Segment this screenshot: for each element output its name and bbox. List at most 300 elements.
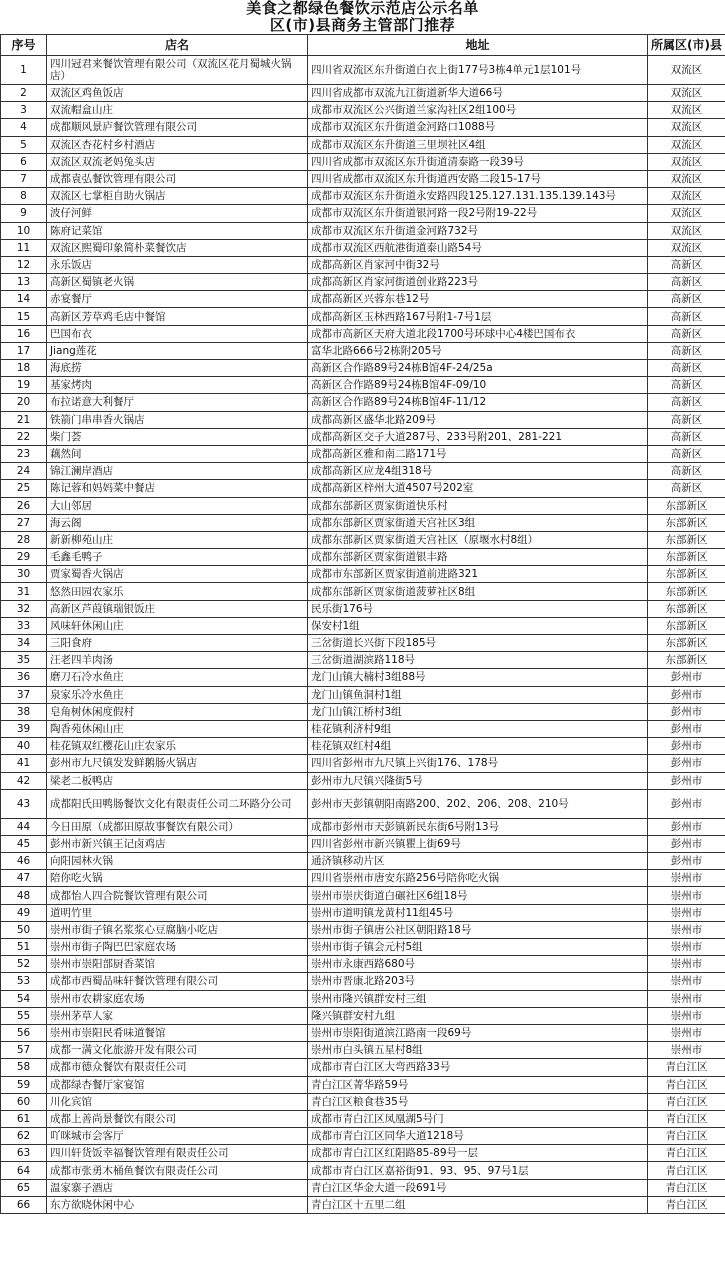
table-row	[1, 904, 725, 921]
cell-index: 43	[1, 789, 47, 818]
cell-address: 成都东部新区贾家街道银丰路	[308, 549, 648, 566]
cell-store-name: 皂角树休闲度假村	[47, 703, 308, 720]
cell-address: 成都高新区肖家河街道创业路223号	[308, 274, 648, 291]
table-row	[1, 703, 725, 720]
cell-district: 东部新区	[648, 652, 725, 669]
cell-index: 37	[1, 686, 47, 703]
header-store-name: 店名	[47, 35, 308, 56]
table-row	[1, 222, 725, 239]
cell-district: 双流区	[648, 119, 725, 136]
cell-address: 成都东部新区贾家街道天宫社区（原堰水村8组）	[308, 531, 648, 548]
cell-store-name: 柴门荟	[47, 428, 308, 445]
cell-address: 高新区合作路89号24栋B馆4F-11/12	[308, 394, 648, 411]
table-row	[1, 990, 725, 1007]
cell-district: 彭州市	[648, 835, 725, 852]
cell-address: 成都市青白江区红阳路85-89号一层	[308, 1145, 648, 1162]
cell-index: 38	[1, 703, 47, 720]
cell-store-name: 崇州市崇阳民肴味道餐馆	[47, 1024, 308, 1041]
cell-index: 17	[1, 342, 47, 359]
cell-address: 成都东部新区贾家街道天宫社区3组	[308, 514, 648, 531]
cell-district: 双流区	[648, 153, 725, 170]
cell-address: 成都市东部新区贾家街道前进路321	[308, 566, 648, 583]
cell-store-name: 双流区七掌柜自助火锅店	[47, 188, 308, 205]
cell-store-name: 东方欲晓休闲中心	[47, 1196, 308, 1213]
cell-index: 4	[1, 119, 47, 136]
cell-address: 龙门山镇江桥村3组	[308, 703, 648, 720]
cell-index: 21	[1, 411, 47, 428]
cell-store-name: 悠然田园农家乐	[47, 583, 308, 600]
cell-index: 60	[1, 1093, 47, 1110]
table-row	[1, 56, 725, 85]
cell-store-name: 磨刀石冷水鱼庄	[47, 669, 308, 686]
cell-store-name: 双流区熙蜀印象简朴菜餐饮店	[47, 239, 308, 256]
table-row	[1, 102, 725, 119]
cell-address: 四川省成都市双流区东升街道西安路二段15-17号	[308, 170, 648, 187]
cell-store-name: 陶香苑休闲山庄	[47, 720, 308, 737]
cell-address: 崇州市隆兴镇群安村三组	[308, 990, 648, 1007]
table-row	[1, 1093, 725, 1110]
cell-district: 青白江区	[648, 1179, 725, 1196]
cell-index: 27	[1, 514, 47, 531]
cell-index: 28	[1, 531, 47, 548]
cell-address: 崇州市晋康北路203号	[308, 973, 648, 990]
cell-index: 41	[1, 755, 47, 772]
cell-index: 47	[1, 870, 47, 887]
cell-store-name: 永乐饭店	[47, 256, 308, 273]
table-row	[1, 635, 725, 652]
cell-address: 四川省彭州市九尺镇上兴街176、178号	[308, 755, 648, 772]
cell-district: 崇州市	[648, 990, 725, 1007]
cell-index: 14	[1, 291, 47, 308]
table-row	[1, 274, 725, 291]
cell-address: 四川省成都市双流九江街道新华大道66号	[308, 85, 648, 102]
cell-store-name: 锦江澜岸酒店	[47, 463, 308, 480]
cell-district: 东部新区	[648, 566, 725, 583]
cell-district: 青白江区	[648, 1076, 725, 1093]
cell-district: 彭州市	[648, 703, 725, 720]
cell-store-name: 藕然间	[47, 445, 308, 462]
table-row	[1, 239, 725, 256]
table-row	[1, 617, 725, 634]
cell-store-name: 双流区杏花村乡村酒店	[47, 136, 308, 153]
cell-address: 成都市双流区东升街道金河路口1088号	[308, 119, 648, 136]
cell-district: 东部新区	[648, 583, 725, 600]
cell-store-name: 四川轩货饭幸福餐饮管理有限责任公司	[47, 1145, 308, 1162]
cell-store-name: 成都阳氏田鸭肠餐饮文化有限责任公司二环路分公司	[47, 789, 308, 818]
cell-index: 59	[1, 1076, 47, 1093]
cell-index: 31	[1, 583, 47, 600]
cell-store-name: 新新柳苑山庄	[47, 531, 308, 548]
cell-index: 13	[1, 274, 47, 291]
cell-address: 成都市双流区西航港街道泰山路54号	[308, 239, 648, 256]
cell-index: 20	[1, 394, 47, 411]
cell-address: 龙门山镇大楠村3组88号	[308, 669, 648, 686]
cell-index: 18	[1, 360, 47, 377]
cell-district: 高新区	[648, 256, 725, 273]
table-row	[1, 720, 725, 737]
cell-address: 成都市青白江区同华大道1218号	[308, 1128, 648, 1145]
table-row	[1, 1128, 725, 1145]
table-row	[1, 772, 725, 789]
cell-index: 65	[1, 1179, 47, 1196]
cell-address: 成都东部新区贾家街道快乐村	[308, 497, 648, 514]
cell-address: 桂花镇利济村9组	[308, 720, 648, 737]
cell-district: 双流区	[648, 222, 725, 239]
table-row	[1, 153, 725, 170]
table-row	[1, 531, 725, 548]
cell-district: 高新区	[648, 325, 725, 342]
cell-store-name: 彭州市九尺镇发发鲜鹅肠火锅店	[47, 755, 308, 772]
cell-index: 40	[1, 738, 47, 755]
cell-address: 崇州市永康西路680号	[308, 956, 648, 973]
table-row	[1, 1024, 725, 1041]
cell-index: 7	[1, 170, 47, 187]
table-row	[1, 549, 725, 566]
cell-index: 39	[1, 720, 47, 737]
cell-store-name: 海底捞	[47, 360, 308, 377]
table-row	[1, 652, 725, 669]
cell-store-name: 三阳食府	[47, 635, 308, 652]
cell-district: 青白江区	[648, 1162, 725, 1179]
cell-address: 青白江区菁华路59号	[308, 1076, 648, 1093]
cell-index: 51	[1, 939, 47, 956]
cell-address: 四川省成都市双流区东升街道清泰路一段39号	[308, 153, 648, 170]
cell-store-name: 彭州市新兴镇王记卤鸡店	[47, 835, 308, 852]
table-row	[1, 342, 725, 359]
cell-district: 高新区	[648, 480, 725, 497]
table-row	[1, 973, 725, 990]
cell-index: 52	[1, 956, 47, 973]
cell-store-name: 大山邻居	[47, 497, 308, 514]
cell-district: 高新区	[648, 463, 725, 480]
cell-index: 30	[1, 566, 47, 583]
cell-store-name: 基家烤肉	[47, 377, 308, 394]
cell-store-name: 道明竹里	[47, 904, 308, 921]
cell-index: 19	[1, 377, 47, 394]
cell-index: 55	[1, 1007, 47, 1024]
cell-district: 高新区	[648, 394, 725, 411]
cell-district: 崇州市	[648, 939, 725, 956]
cell-district: 双流区	[648, 170, 725, 187]
cell-district: 东部新区	[648, 600, 725, 617]
cell-district: 高新区	[648, 291, 725, 308]
cell-address: 成都市双流区东升街道永安路四段125.127.131.135.139.143号	[308, 188, 648, 205]
cell-district: 高新区	[648, 274, 725, 291]
cell-address: 崇州市街子镇会元村5组	[308, 939, 648, 956]
table-row	[1, 360, 725, 377]
table-row	[1, 445, 725, 462]
cell-store-name: 布拉诺意大利餐厅	[47, 394, 308, 411]
cell-index: 62	[1, 1128, 47, 1145]
cell-district: 青白江区	[648, 1128, 725, 1145]
table-row	[1, 887, 725, 904]
cell-store-name: 崇州茅草人家	[47, 1007, 308, 1024]
cell-address: 成都东部新区贾家街道菠萝社区8组	[308, 583, 648, 600]
cell-index: 54	[1, 990, 47, 1007]
cell-index: 23	[1, 445, 47, 462]
cell-district: 双流区	[648, 85, 725, 102]
cell-store-name: 成都一满文化旅游开发有限公司	[47, 1042, 308, 1059]
cell-address: 成都高新区盛华北路209号	[308, 411, 648, 428]
cell-district: 彭州市	[648, 686, 725, 703]
cell-store-name: 陪你吃火锅	[47, 870, 308, 887]
table-row	[1, 170, 725, 187]
cell-store-name: 成都怡人四合院餐饮管理有限公司	[47, 887, 308, 904]
cell-district: 东部新区	[648, 514, 725, 531]
table-row	[1, 755, 725, 772]
cell-index: 63	[1, 1145, 47, 1162]
cell-index: 66	[1, 1196, 47, 1213]
cell-store-name: 陈府记菜馆	[47, 222, 308, 239]
cell-address: 青白江区华金大道一段691号	[308, 1179, 648, 1196]
cell-address: 成都高新区兴蓉东巷12号	[308, 291, 648, 308]
cell-district: 双流区	[648, 102, 725, 119]
cell-store-name: 今日田原（成都田原故事餐饮有限公司）	[47, 818, 308, 835]
table-row	[1, 188, 725, 205]
table-header-row	[1, 35, 725, 56]
table-row	[1, 308, 725, 325]
table-row	[1, 921, 725, 938]
cell-index: 57	[1, 1042, 47, 1059]
cell-index: 35	[1, 652, 47, 669]
cell-address: 民乐街176号	[308, 600, 648, 617]
cell-store-name: 梁老二板鸭店	[47, 772, 308, 789]
cell-district: 东部新区	[648, 617, 725, 634]
cell-district: 高新区	[648, 377, 725, 394]
cell-district: 崇州市	[648, 1042, 725, 1059]
cell-address: 成都市青白江区嘉裕街91、93、95、97号1层	[308, 1162, 648, 1179]
cell-address: 四川省双流区东升街道白衣上街177号3栋4单元1层101号	[308, 56, 648, 85]
cell-district: 青白江区	[648, 1059, 725, 1076]
cell-district: 崇州市	[648, 956, 725, 973]
cell-district: 东部新区	[648, 531, 725, 548]
table-row	[1, 428, 725, 445]
cell-index: 1	[1, 56, 47, 85]
cell-store-name: 成都绿杏餐厅家宴馆	[47, 1076, 308, 1093]
cell-address: 通济镇移动片区	[308, 853, 648, 870]
cell-store-name: 巴国布衣	[47, 325, 308, 342]
table-body	[1, 56, 725, 1214]
cell-address: 崇州市崇庆街道白碾社区6组18号	[308, 887, 648, 904]
cell-district: 青白江区	[648, 1110, 725, 1127]
cell-address: 三岔街道湖滨路118号	[308, 652, 648, 669]
cell-address: 成都高新区应龙4组318号	[308, 463, 648, 480]
table-row	[1, 853, 725, 870]
cell-index: 26	[1, 497, 47, 514]
cell-address: 成都市青白江区大弯西路33号	[308, 1059, 648, 1076]
cell-index: 8	[1, 188, 47, 205]
cell-store-name: 成都袁弘餐饮管理有限公司	[47, 170, 308, 187]
cell-address: 崇州市白头镇五星村8组	[308, 1042, 648, 1059]
table-row	[1, 394, 725, 411]
header-district: 所属区(市)县	[648, 35, 725, 56]
table-row	[1, 325, 725, 342]
cell-district: 彭州市	[648, 669, 725, 686]
cell-district: 崇州市	[648, 1007, 725, 1024]
cell-store-name: 桂花镇双红樱花山庄农家乐	[47, 738, 308, 755]
cell-district: 东部新区	[648, 635, 725, 652]
cell-index: 34	[1, 635, 47, 652]
cell-store-name: 毛鑫毛鸭子	[47, 549, 308, 566]
cell-district: 高新区	[648, 411, 725, 428]
cell-address: 成都高新区交子大道287号、233号附201、281-221	[308, 428, 648, 445]
cell-district: 高新区	[648, 308, 725, 325]
cell-index: 29	[1, 549, 47, 566]
cell-index: 6	[1, 153, 47, 170]
cell-address: 保安村1组	[308, 617, 648, 634]
cell-index: 11	[1, 239, 47, 256]
cell-store-name: 崇州市街子镇名浆浆心豆腐脑小吃店	[47, 921, 308, 938]
cell-address: 成都高新区雅和南二路171号	[308, 445, 648, 462]
cell-index: 3	[1, 102, 47, 119]
cell-index: 25	[1, 480, 47, 497]
cell-district: 东部新区	[648, 549, 725, 566]
cell-index: 44	[1, 818, 47, 835]
cell-index: 50	[1, 921, 47, 938]
table-row	[1, 835, 725, 852]
cell-store-name: 陈记蓉和妈妈菜中餐店	[47, 480, 308, 497]
cell-address: 青白江区粮食巷35号	[308, 1093, 648, 1110]
header-index: 序号	[1, 35, 47, 56]
cell-index: 48	[1, 887, 47, 904]
cell-district: 彭州市	[648, 772, 725, 789]
cell-district: 双流区	[648, 56, 725, 85]
cell-district: 双流区	[648, 239, 725, 256]
table-row	[1, 1179, 725, 1196]
cell-district: 彭州市	[648, 738, 725, 755]
table-row	[1, 870, 725, 887]
table-row	[1, 463, 725, 480]
cell-district: 彭州市	[648, 720, 725, 737]
table-row	[1, 119, 725, 136]
cell-district: 青白江区	[648, 1145, 725, 1162]
cell-index: 22	[1, 428, 47, 445]
cell-store-name: 波仔河鲜	[47, 205, 308, 222]
cell-store-name: 双流帽盒山庄	[47, 102, 308, 119]
cell-district: 崇州市	[648, 887, 725, 904]
table-row	[1, 956, 725, 973]
cell-district: 青白江区	[648, 1196, 725, 1213]
cell-district: 崇州市	[648, 870, 725, 887]
cell-address: 高新区合作路89号24栋B馆4F-09/10	[308, 377, 648, 394]
table-row	[1, 669, 725, 686]
cell-address: 青白江区十五里二组	[308, 1196, 648, 1213]
document-subtitle: 区(市)县商务主管部门推荐	[269, 16, 456, 34]
cell-district: 彭州市	[648, 789, 725, 818]
cell-address: 高新区合作路89号24栋B馆4F-24/25a	[308, 360, 648, 377]
cell-index: 42	[1, 772, 47, 789]
cell-address: 成都市高新区天府大道北段1700号环球中心4楼巴国布衣	[308, 325, 648, 342]
cell-district: 高新区	[648, 342, 725, 359]
cell-index: 36	[1, 669, 47, 686]
cell-district: 彭州市	[648, 818, 725, 835]
cell-store-name: Jiang莲花	[47, 342, 308, 359]
cell-store-name: 高新区芳草鸡毛店中餐馆	[47, 308, 308, 325]
cell-index: 32	[1, 600, 47, 617]
cell-store-name: 成都市张勇木桶鱼餐饮有限责任公司	[47, 1162, 308, 1179]
cell-address: 彭州市九尺镇兴隆街5号	[308, 772, 648, 789]
cell-address: 彭州市天彭镇朝阳南路200、202、206、208、210号	[308, 789, 648, 818]
cell-address: 龙门山镇鱼洞村1组	[308, 686, 648, 703]
cell-index: 9	[1, 205, 47, 222]
table-row	[1, 480, 725, 497]
cell-address: 成都高新区肖家河中街32号	[308, 256, 648, 273]
table-row	[1, 136, 725, 153]
cell-store-name: 四川冠君来餐饮管理有限公司（双流区花月蜀城火锅店）	[47, 56, 308, 85]
table-row	[1, 205, 725, 222]
cell-index: 45	[1, 835, 47, 852]
cell-address: 崇州市街子镇唐公社区朝阳路18号	[308, 921, 648, 938]
table-row	[1, 411, 725, 428]
cell-district: 崇州市	[648, 921, 725, 938]
cell-address: 成都市双流区公兴街道兰家沟社区2组100号	[308, 102, 648, 119]
cell-index: 56	[1, 1024, 47, 1041]
cell-store-name: 汪老四羊肉汤	[47, 652, 308, 669]
cell-district: 崇州市	[648, 904, 725, 921]
table-row	[1, 1076, 725, 1093]
cell-store-name: 贾家蜀香火锅店	[47, 566, 308, 583]
cell-store-name: 泉家乐冷水鱼庄	[47, 686, 308, 703]
table-row	[1, 818, 725, 835]
cell-index: 5	[1, 136, 47, 153]
cell-store-name: 崇州市崇阳部厨香菜馆	[47, 956, 308, 973]
cell-address: 成都高新区玉林西路167号附1-7号1层	[308, 308, 648, 325]
cell-store-name: 川化宾馆	[47, 1093, 308, 1110]
table-row	[1, 1042, 725, 1059]
cell-district: 双流区	[648, 136, 725, 153]
cell-district: 青白江区	[648, 1093, 725, 1110]
cell-store-name: 崇州市农耕家庭农场	[47, 990, 308, 1007]
table-row	[1, 1007, 725, 1024]
cell-store-name: 成都上善尚景餐饮有限公司	[47, 1110, 308, 1127]
cell-index: 46	[1, 853, 47, 870]
cell-address: 桂花镇双红村4组	[308, 738, 648, 755]
cell-address: 四川省崇州市唐安东路256号陪你吃火锅	[308, 870, 648, 887]
table-row	[1, 939, 725, 956]
cell-store-name: 崇州市街子陶巴巴家庭农场	[47, 939, 308, 956]
cell-district: 高新区	[648, 360, 725, 377]
table-row	[1, 291, 725, 308]
cell-index: 53	[1, 973, 47, 990]
cell-store-name: 高新区蜀镇老火锅	[47, 274, 308, 291]
table-row	[1, 600, 725, 617]
header-address: 地址	[308, 35, 648, 56]
document-title: 美食之都绿色餐饮示范店公示名单	[246, 0, 479, 17]
cell-store-name: 温家寨子酒店	[47, 1179, 308, 1196]
cell-address: 隆兴镇群安村九组	[308, 1007, 648, 1024]
cell-store-name: 成都市西蜀品味轩餐饮管理有限公司	[47, 973, 308, 990]
table-row	[1, 256, 725, 273]
table-row	[1, 377, 725, 394]
cell-district: 东部新区	[648, 497, 725, 514]
table-row	[1, 85, 725, 102]
cell-index: 33	[1, 617, 47, 634]
cell-district: 彭州市	[648, 755, 725, 772]
cell-store-name: 成都市德众餐饮有限责任公司	[47, 1059, 308, 1076]
cell-address: 富华北路666号2栋附205号	[308, 342, 648, 359]
cell-address: 三岔街道长兴街下段185号	[308, 635, 648, 652]
cell-district: 崇州市	[648, 973, 725, 990]
cell-index: 16	[1, 325, 47, 342]
restaurant-list-table	[0, 34, 725, 1214]
cell-index: 10	[1, 222, 47, 239]
table-row	[1, 738, 725, 755]
cell-store-name: 向阳园林火锅	[47, 853, 308, 870]
cell-address: 成都市青白江区凤凰湖5号门	[308, 1110, 648, 1127]
cell-district: 双流区	[648, 205, 725, 222]
cell-address: 崇州市崇阳街道滨江路南一段69号	[308, 1024, 648, 1041]
table-row	[1, 514, 725, 531]
